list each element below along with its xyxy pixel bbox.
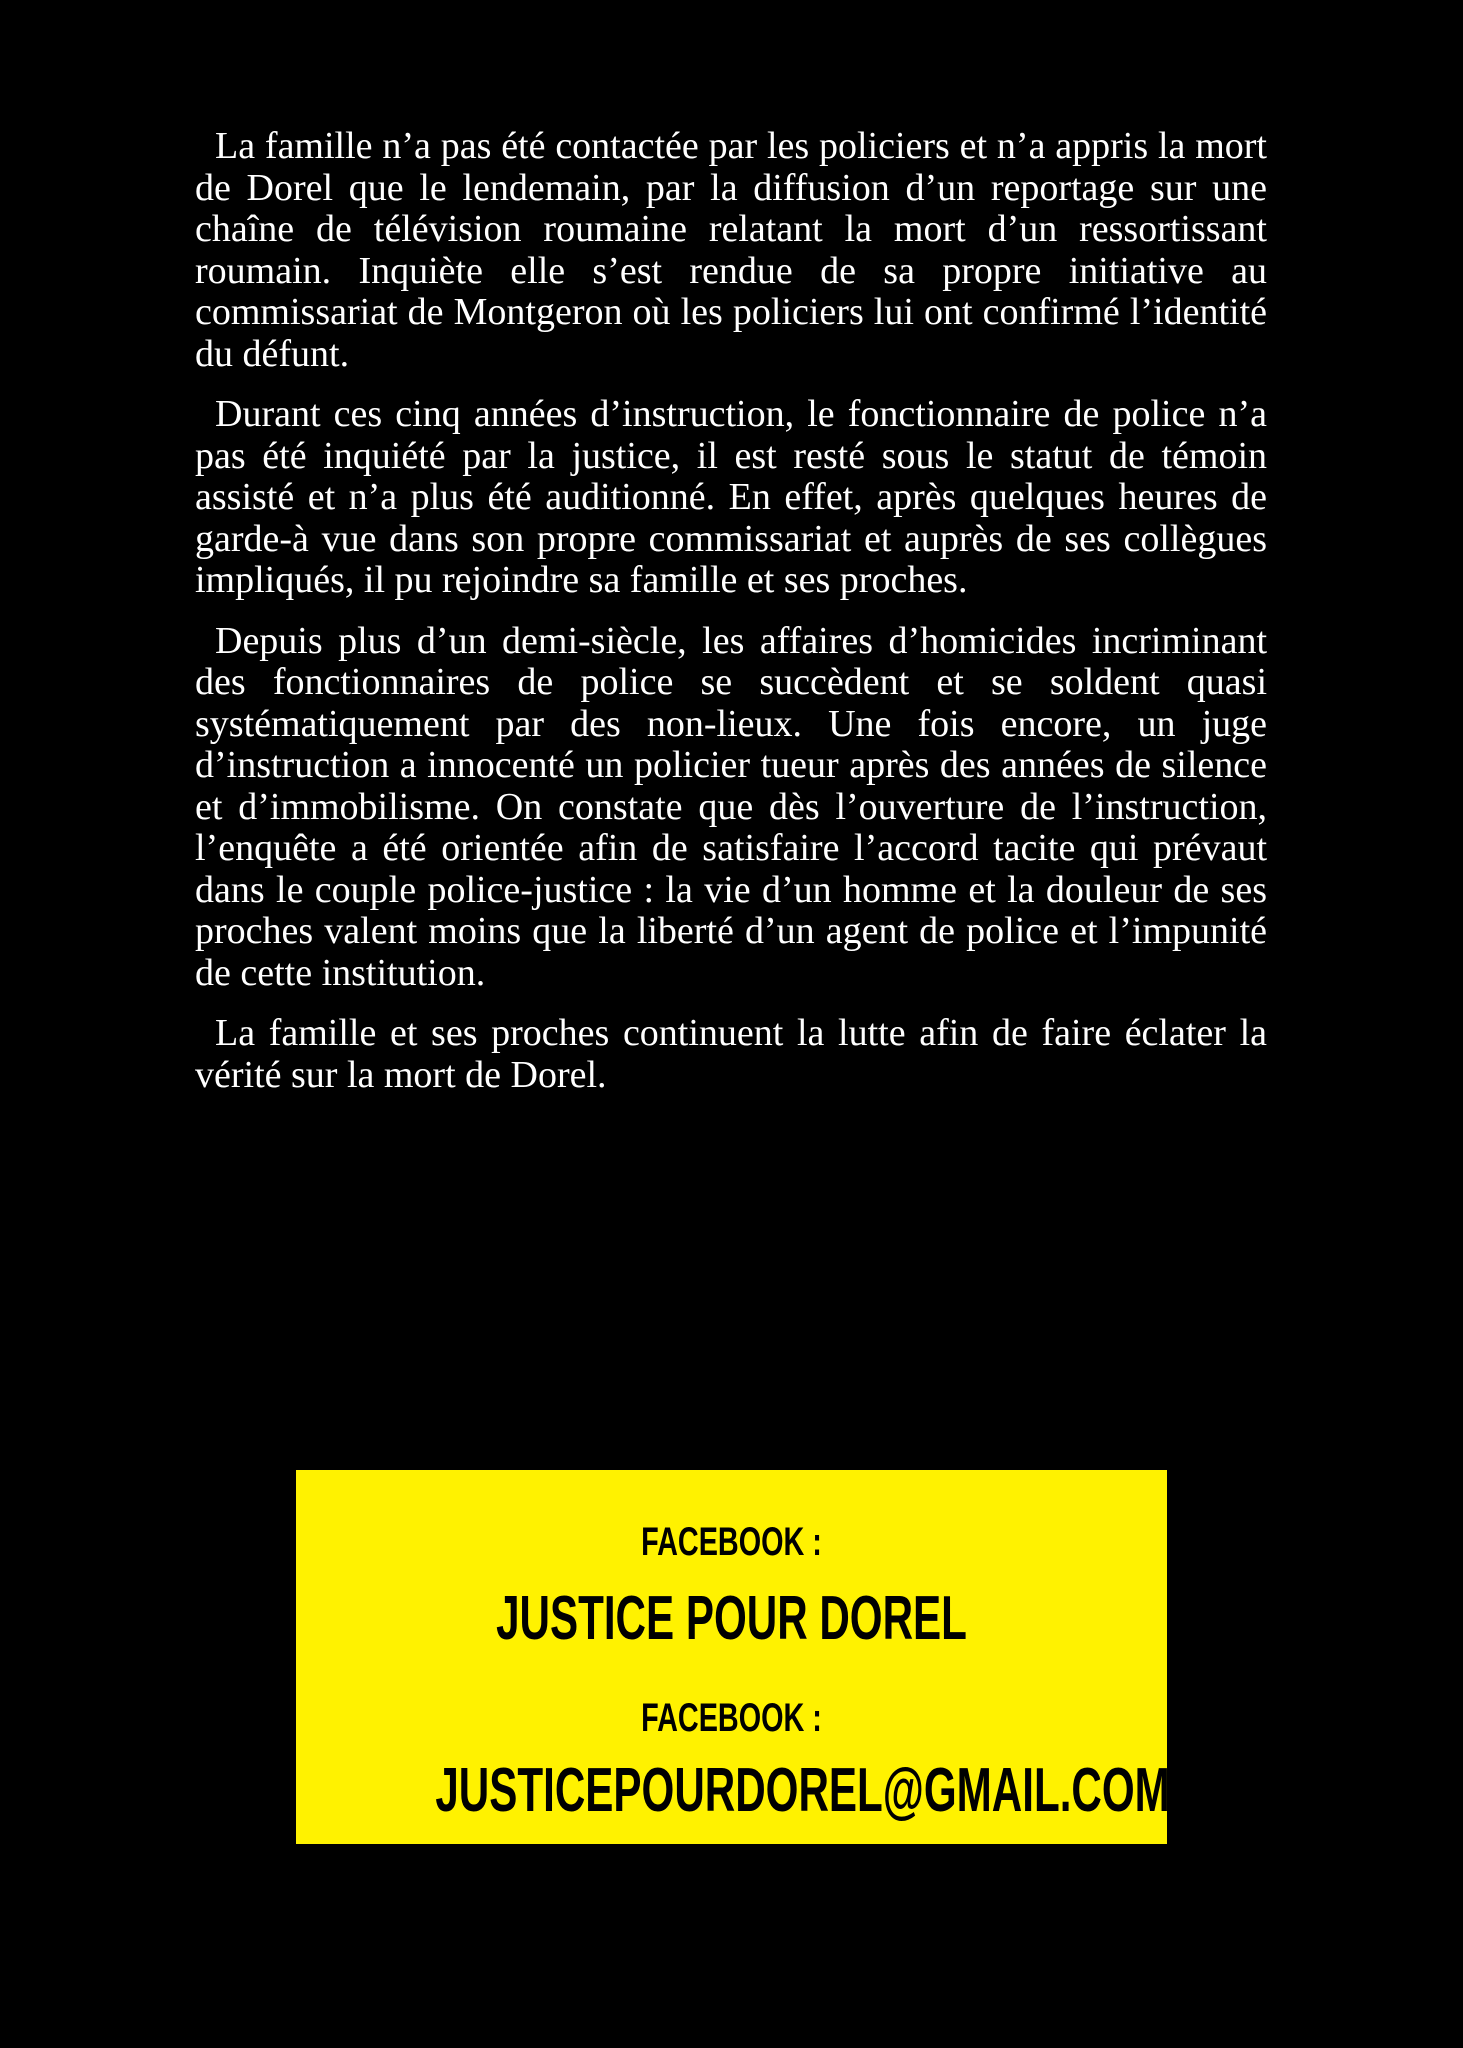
second-facebook-label: FACEBOOK : (641, 1696, 822, 1740)
body-text (195, 126, 1267, 1096)
paragraph-half-century-cases: Depuis plus d’un demi-siècle, les affaires d’homicides incriminant des fonctionnaires de police se succèdent et se soldent quasi systématiquement par des non-lieux. Une fois encore, un juge d’instruction a innocenté un policier tueur après des années de silence et d’immobilisme. On constate que dès l’ouverture de l’instruction, l’enquête a été orientée afin de satisfaire l’accord tacite qui prévaut dans le couple police-justice : la vie d’un homme et la douleur de ses proches valent moins que la liberté d’un agent de police et l’impunité de cette institution. (195, 619, 1267, 994)
paragraph-family-continues-fight: La famille et ses proches continuent la lutte afin de faire éclater la vérité sur la mort de Dorel. (195, 1012, 1267, 1096)
facebook-label: FACEBOOK : (641, 1520, 822, 1564)
contact-box (296, 1470, 1170, 1844)
facebook-page-name: JUSTICE POUR DOREL (496, 1584, 967, 1653)
paragraph-five-years-instruction: Durant ces cinq années d’instruction, le fonctionnaire de police n’a pas été inquiété par la justice, il est resté sous le statut de témoin assisté et n’a plus été auditionné. En effet, après quelques heures de garde-à vue dans son propre commissariat et auprès de ses collègues impliqués, il pu rejoindre sa famille et ses proches. (195, 393, 1267, 601)
contact-email: JUSTICEPOURDOREL@GMAIL.COM (435, 1756, 1170, 1825)
paragraph-family-not-contacted: La famille n’a pas été contactée par les policiers et n’a appris la mort de Dorel que le lendemain, par la diffusion d’un reportage sur une chaîne de télévision roumaine relatant la mort d’un ressortissant roumain. Inquiète elle s’est rendue de sa propre initiative au commissariat de Montgeron où les policiers lui ont confirmé l’identité du défunt. (195, 125, 1267, 375)
